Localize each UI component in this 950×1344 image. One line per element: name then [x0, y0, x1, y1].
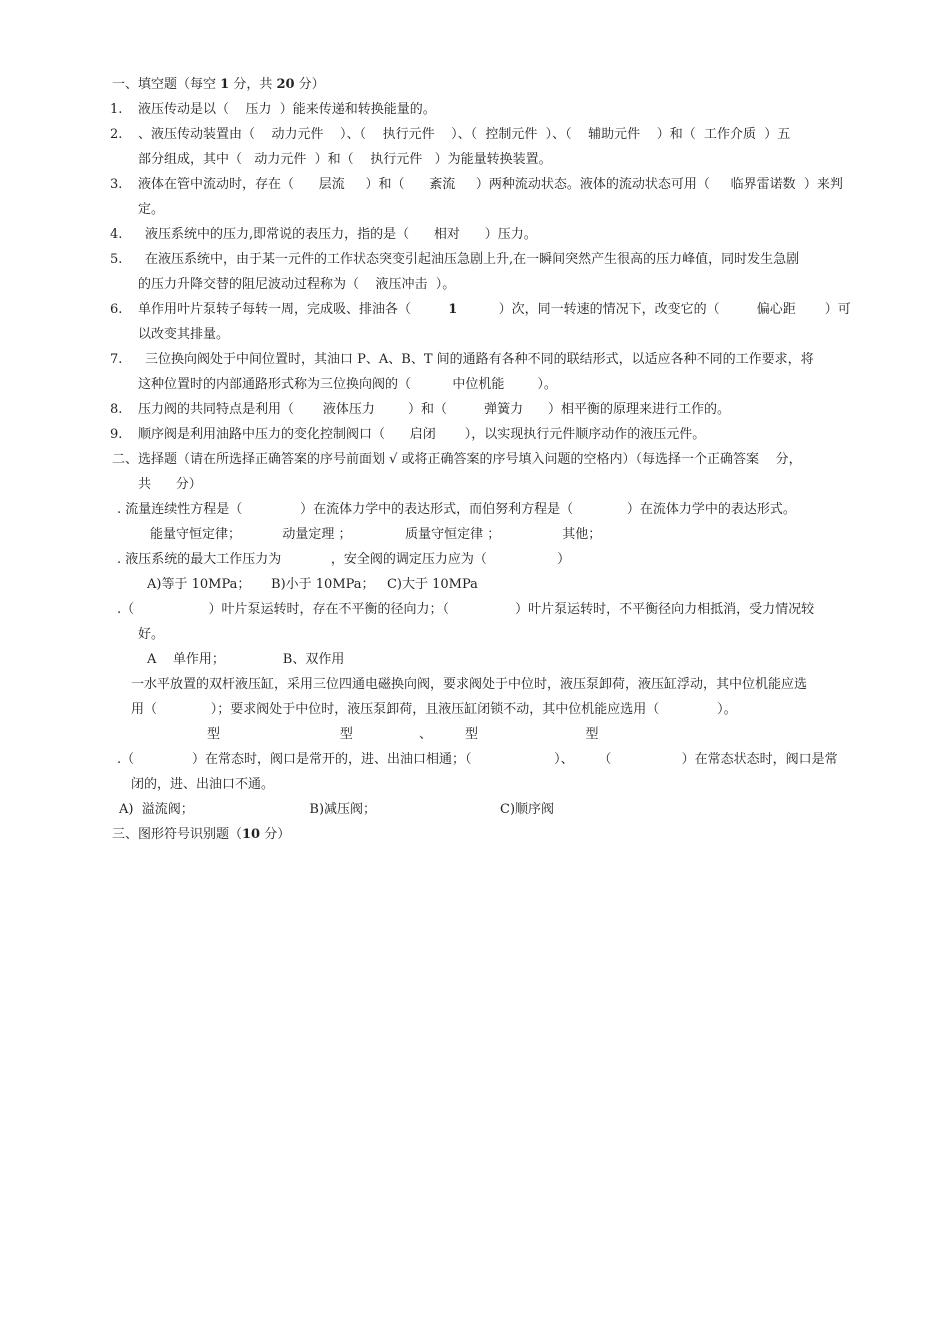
- q6-line-1: [138, 301, 851, 319]
- q6-part-b: ）次，同一转速的情况下，改变它的（ 偏心距 ）可: [457, 302, 851, 317]
- q3-line-2: 定。: [138, 202, 165, 217]
- mc2-options: A)等于 10MPa； B)小于 10MPa； C)大于 10MPa: [147, 577, 478, 592]
- q3-line-1: 液体在管中流动时，存在（ 层流 ）和（ 紊流 ）两种流动状态。液体的流动状态可用（ 临界雷诺数 ）来判: [138, 177, 843, 192]
- mc1-options: 能量守恒定律； 动量定理 ； 质量守恒定律 ； 其他；: [150, 527, 602, 542]
- mc4-question-line-1: 一水平放置的双杆液压缸，采用三位四通电磁换向阀，要求阀处于中位时，液压泵卸荷，液压缸浮动，其中位机能应选: [131, 677, 808, 692]
- q9-text: 顺序阀是利用油路中压力的变化控制阀口（ 启闭 ），以实现执行元件顺序动作的液压元件。: [138, 427, 706, 442]
- section-2-title-line-2: 共 分）: [138, 477, 202, 492]
- q2-line-1: 、液压传动装置由（ 动力元件 ）、（ 执行元件 ）、（ 控制元件 ）、（ 辅助元件 ）和（ 工作介质 ）五: [138, 127, 791, 142]
- q3-number: 3.: [110, 177, 123, 192]
- q6-part-a: 单作用叶片泵转子每转一周，完成吸、排油各（: [138, 302, 449, 317]
- mc4-options: 型 型 、 型 型: [207, 727, 599, 742]
- s3-title-points: 10: [242, 827, 261, 842]
- section-3-title: [112, 826, 290, 844]
- q2-number: 2.: [110, 127, 123, 142]
- q4-number: 4.: [110, 227, 123, 242]
- q7-line-1: 三位换向阀处于中间位置时，其油口 P、A、B、T 间的通路有各种不同的联结形式，以适应各种不同的工作要求，将: [145, 352, 814, 367]
- mc3-question-line-2: 好。: [138, 627, 165, 642]
- q1-text: 液压传动是以（ 压力 ）能来传递和转换能量的。: [138, 102, 436, 117]
- q8-number: 8.: [110, 402, 123, 417]
- q9-number: 9.: [110, 427, 123, 442]
- q8-text: 压力阀的共同特点是利用（ 液体压力 ）和（ 弹簧力 ）相平衡的原理来进行工作的。: [138, 402, 730, 417]
- mc5-question-line-1: .（ ）在常态时，阀口是常开的，进、出油口相通；（ ）、 （ ）在常态状态时，阀口是常: [117, 752, 838, 767]
- mc4-question-line-2: 用（ ）；要求阀处于中位时，液压泵卸荷，且液压缸闭锁不动，其中位机能应选用（ ）。: [131, 702, 737, 717]
- mc5-options: A) 溢流阀； B)减压阀； C)顺序阀: [119, 802, 555, 817]
- q6-number: 6.: [110, 302, 123, 317]
- q5-number: 5.: [110, 252, 123, 267]
- mc3-question-line-1: .（ ）叶片泵运转时，存在不平衡的径向力；（ ）叶片泵运转时，不平衡径向力相抵消，受力情况较: [117, 602, 815, 617]
- q1-number: 1.: [110, 102, 123, 117]
- q5-line-2: 的压力升降交替的阻尼波动过程称为（ 液压冲击 ）。: [138, 277, 456, 292]
- section-1-title: 一、填空题（每空 1 分，共 20 分）: [112, 77, 325, 92]
- s3-title-b: 分）: [260, 827, 291, 842]
- mc3-options: A 单作用； B、双作用: [147, 652, 345, 667]
- mc2-question: . 液压系统的最大工作压力为 ，安全阀的调定压力应为（ ）: [117, 552, 571, 567]
- q4-text: 液压系统中的压力,即常说的表压力，指的是（ 相对 ）压力。: [145, 227, 537, 242]
- mc5-question-line-2: 闭的，进、出油口不通。: [131, 777, 275, 792]
- section-2-title-line-1: 二、选择题（请在所选择正确答案的序号前面划 √ 或将正确答案的序号填入问题的空格内）（每选择一个正确答案 分，: [112, 452, 802, 467]
- q5-line-1: 在液压系统中，由于某一元件的工作状态突变引起油压急剧上升,在一瞬间突然产生很高的压力峰值，同时发生急剧: [145, 252, 800, 267]
- q7-line-2: 这种位置时的内部通路形式称为三位换向阀的（ 中位机能 ）。: [138, 377, 557, 392]
- mc1-question: . 流量连续性方程是（ ）在流体力学中的表达形式，而伯努利方程是（ ）在流体力学中的表达形式。: [117, 502, 796, 517]
- q2-line-2: 部分组成，其中（ 动力元件 ）和（ 执行元件 ）为能量转换装置。: [138, 152, 552, 167]
- s3-title-a: 三、图形符号识别题（: [112, 827, 243, 842]
- q6-answer-1: 1: [448, 302, 458, 317]
- q7-number: 7.: [110, 352, 123, 367]
- q6-line-2: 以改变其排量。: [138, 327, 230, 342]
